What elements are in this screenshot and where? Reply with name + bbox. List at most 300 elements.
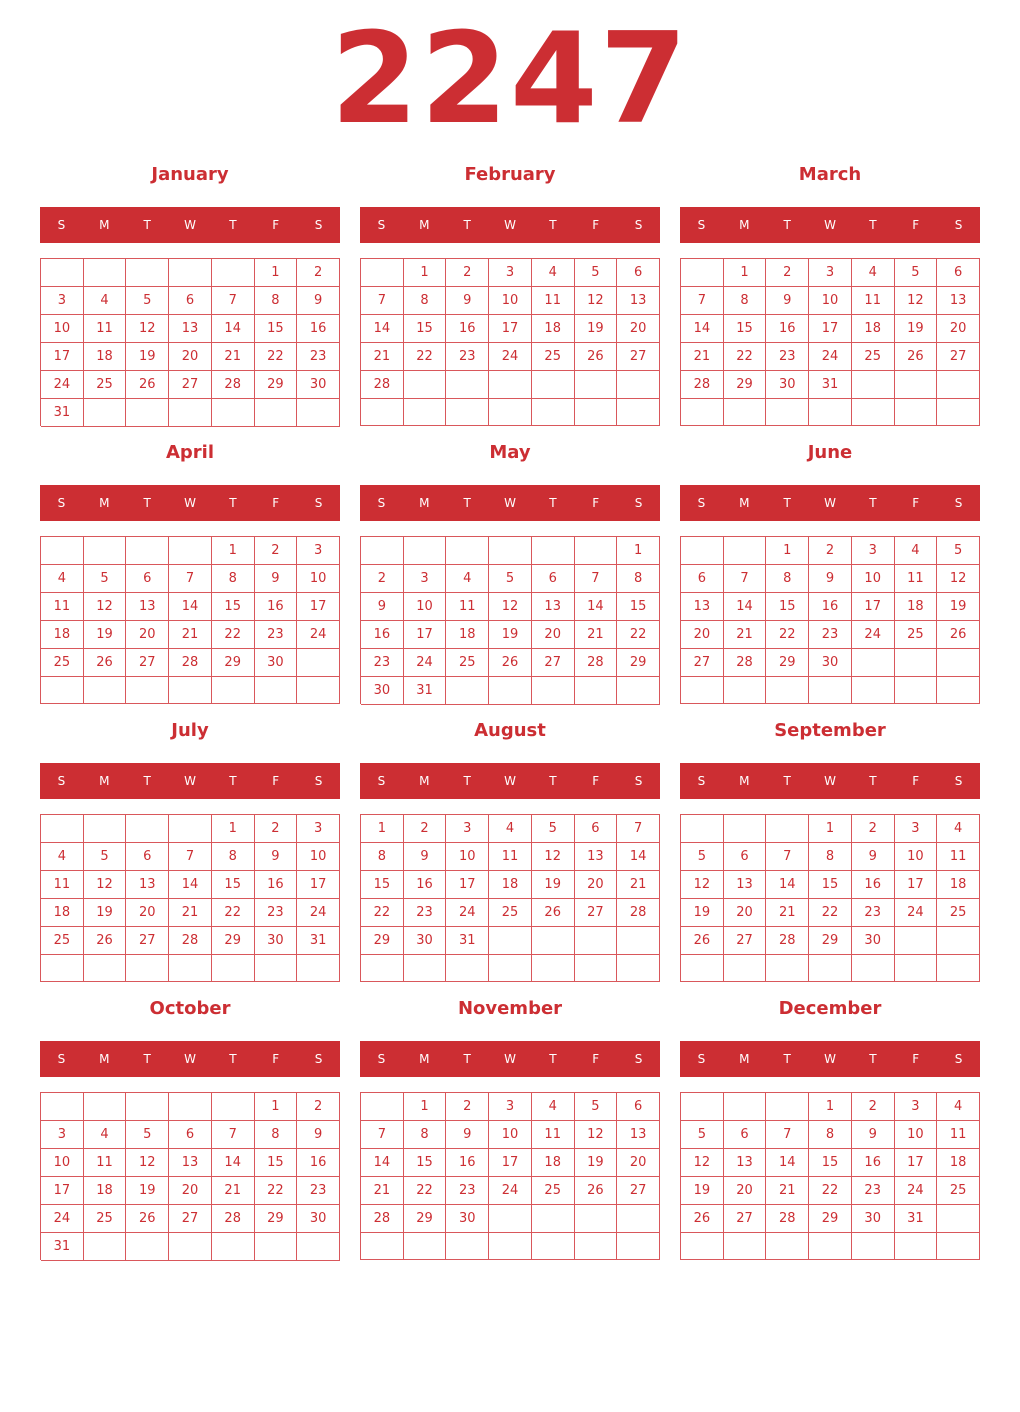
day-cell: 2	[766, 259, 809, 287]
day-cell: 28	[724, 649, 767, 677]
day-cell: 6	[681, 565, 724, 593]
day-cell: 11	[937, 1121, 980, 1149]
month-name: February	[464, 164, 556, 185]
day-cell: 12	[681, 1149, 724, 1177]
day-cell: 27	[532, 649, 575, 677]
weekday-label: S	[377, 774, 386, 788]
day-cell: 21	[169, 899, 212, 927]
day-cell: 27	[937, 343, 980, 371]
day-cell: 17	[297, 593, 340, 621]
day-cell	[297, 955, 340, 982]
day-cell	[724, 1233, 767, 1260]
day-cell: 27	[681, 649, 724, 677]
month-june	[680, 438, 980, 708]
day-cell	[617, 371, 660, 399]
day-cell: 15	[212, 871, 255, 899]
day-cell	[852, 649, 895, 677]
day-cell: 6	[126, 843, 169, 871]
day-cell	[212, 259, 255, 287]
day-cell	[852, 677, 895, 704]
day-cell	[489, 927, 532, 955]
day-cell: 18	[489, 871, 532, 899]
weekday-label: F	[912, 496, 920, 510]
month-name: September	[774, 720, 886, 741]
day-cell: 6	[575, 815, 618, 843]
day-cell: 30	[404, 927, 447, 955]
day-cell	[255, 955, 298, 982]
day-cell: 13	[724, 871, 767, 899]
day-cell: 9	[446, 1121, 489, 1149]
weekday-label: M	[739, 496, 750, 510]
day-cell: 3	[489, 1093, 532, 1121]
day-cell	[169, 955, 212, 982]
day-cell	[766, 399, 809, 426]
day-cell: 11	[532, 287, 575, 315]
day-grid	[360, 1092, 660, 1260]
day-cell	[446, 537, 489, 565]
day-cell	[937, 955, 980, 982]
day-cell: 14	[766, 871, 809, 899]
day-cell: 5	[532, 815, 575, 843]
day-cell	[617, 955, 660, 982]
day-cell	[766, 955, 809, 982]
day-cell: 15	[404, 315, 447, 343]
day-cell: 17	[404, 621, 447, 649]
day-cell	[575, 927, 618, 955]
day-cell: 13	[617, 287, 660, 315]
day-cell	[84, 259, 127, 287]
day-cell	[41, 677, 84, 704]
weekday-header	[680, 207, 980, 243]
weekday-label: F	[592, 1052, 600, 1066]
day-cell: 14	[361, 315, 404, 343]
day-cell: 15	[255, 315, 298, 343]
day-cell	[532, 1205, 575, 1233]
day-cell: 22	[809, 1177, 852, 1205]
day-cell: 1	[404, 259, 447, 287]
weekday-label: M	[419, 496, 430, 510]
weekday-header	[360, 207, 660, 243]
month-name: April	[165, 442, 215, 463]
day-cell: 12	[84, 593, 127, 621]
weekday-label: F	[272, 496, 280, 510]
day-cell: 20	[575, 871, 618, 899]
day-cell: 22	[212, 621, 255, 649]
day-cell	[809, 1233, 852, 1260]
weekday-label: S	[377, 496, 386, 510]
day-cell: 23	[446, 1177, 489, 1205]
day-cell: 9	[809, 565, 852, 593]
day-cell	[895, 1233, 938, 1260]
day-cell: 25	[895, 621, 938, 649]
day-cell: 13	[169, 315, 212, 343]
weekday-label: S	[954, 496, 963, 510]
day-cell	[212, 677, 255, 704]
day-cell	[681, 1233, 724, 1260]
month-april	[40, 438, 340, 708]
day-cell: 22	[212, 899, 255, 927]
day-cell: 3	[297, 815, 340, 843]
day-cell: 11	[446, 593, 489, 621]
day-cell	[575, 399, 618, 426]
day-cell: 29	[212, 649, 255, 677]
day-cell: 30	[852, 927, 895, 955]
weekday-label: T	[463, 774, 471, 788]
weekday-label: T	[229, 774, 237, 788]
day-cell: 14	[575, 593, 618, 621]
weekday-label: T	[143, 774, 151, 788]
day-cell	[532, 399, 575, 426]
day-cell: 12	[84, 871, 127, 899]
day-cell: 1	[212, 815, 255, 843]
day-cell: 20	[617, 315, 660, 343]
day-cell: 22	[361, 899, 404, 927]
day-cell: 10	[809, 287, 852, 315]
day-cell: 11	[895, 565, 938, 593]
day-cell: 8	[724, 287, 767, 315]
day-cell	[489, 677, 532, 705]
day-cell: 6	[169, 1121, 212, 1149]
day-cell	[895, 399, 938, 426]
day-cell: 15	[255, 1149, 298, 1177]
day-cell: 10	[489, 1121, 532, 1149]
day-cell: 29	[404, 1205, 447, 1233]
day-cell: 13	[724, 1149, 767, 1177]
day-cell	[937, 371, 980, 399]
day-cell: 25	[852, 343, 895, 371]
day-cell: 25	[937, 1177, 980, 1205]
day-cell: 2	[255, 815, 298, 843]
day-cell: 15	[766, 593, 809, 621]
day-cell: 23	[255, 899, 298, 927]
day-cell	[937, 927, 980, 955]
weekday-label: F	[912, 1052, 920, 1066]
day-cell: 12	[532, 843, 575, 871]
day-cell	[297, 649, 340, 677]
day-cell	[169, 815, 212, 843]
day-cell: 19	[126, 1177, 169, 1205]
day-cell: 2	[852, 815, 895, 843]
day-cell	[84, 677, 127, 704]
day-cell: 17	[489, 315, 532, 343]
weekday-label: T	[229, 218, 237, 232]
day-grid	[40, 536, 340, 704]
day-cell: 24	[446, 899, 489, 927]
day-cell: 16	[297, 1149, 340, 1177]
day-cell: 27	[724, 1205, 767, 1233]
day-cell: 26	[126, 1205, 169, 1233]
day-cell: 18	[532, 1149, 575, 1177]
weekday-label: T	[549, 774, 557, 788]
day-cell: 23	[852, 1177, 895, 1205]
day-cell	[361, 955, 404, 982]
weekday-label: T	[783, 218, 791, 232]
day-cell: 12	[895, 287, 938, 315]
day-cell: 13	[617, 1121, 660, 1149]
day-cell: 24	[41, 371, 84, 399]
weekday-label: M	[99, 496, 110, 510]
day-cell: 20	[532, 621, 575, 649]
day-cell	[126, 537, 169, 565]
day-cell	[617, 399, 660, 426]
day-cell	[212, 955, 255, 982]
day-cell: 1	[724, 259, 767, 287]
day-cell: 29	[212, 927, 255, 955]
day-cell: 11	[84, 315, 127, 343]
day-cell: 17	[489, 1149, 532, 1177]
day-grid	[680, 258, 980, 426]
day-cell	[937, 399, 980, 426]
day-cell: 10	[404, 593, 447, 621]
day-cell: 2	[297, 259, 340, 287]
day-cell: 14	[169, 593, 212, 621]
day-cell: 28	[361, 371, 404, 399]
weekday-label: F	[592, 496, 600, 510]
day-cell: 16	[446, 1149, 489, 1177]
day-cell: 23	[361, 649, 404, 677]
day-cell: 30	[255, 649, 298, 677]
day-cell: 4	[489, 815, 532, 843]
day-cell	[532, 677, 575, 705]
weekday-label: M	[739, 218, 750, 232]
day-cell	[41, 537, 84, 565]
day-cell: 5	[84, 843, 127, 871]
weekday-label: S	[634, 1052, 643, 1066]
day-cell: 13	[681, 593, 724, 621]
day-cell: 2	[809, 537, 852, 565]
weekday-header	[40, 1041, 340, 1077]
day-cell: 14	[724, 593, 767, 621]
day-cell	[361, 537, 404, 565]
day-cell: 23	[297, 1177, 340, 1205]
day-cell	[852, 1233, 895, 1260]
weekday-label: F	[272, 1052, 280, 1066]
weekday-header	[680, 763, 980, 799]
day-cell: 15	[617, 593, 660, 621]
day-cell: 22	[617, 621, 660, 649]
day-cell: 18	[84, 1177, 127, 1205]
day-cell: 12	[126, 315, 169, 343]
day-cell	[575, 677, 618, 705]
day-cell: 4	[937, 1093, 980, 1121]
day-cell: 16	[852, 1149, 895, 1177]
day-cell: 31	[297, 927, 340, 955]
day-grid	[360, 258, 660, 426]
day-cell: 26	[895, 343, 938, 371]
weekday-label: T	[549, 1052, 557, 1066]
day-cell: 26	[681, 927, 724, 955]
day-cell: 19	[489, 621, 532, 649]
day-cell: 20	[126, 621, 169, 649]
day-cell: 18	[937, 871, 980, 899]
day-cell: 7	[617, 815, 660, 843]
day-cell: 19	[937, 593, 980, 621]
day-cell	[169, 537, 212, 565]
day-cell	[532, 537, 575, 565]
month-name: May	[489, 442, 531, 463]
weekday-header	[40, 485, 340, 521]
day-cell: 10	[297, 565, 340, 593]
day-cell: 28	[617, 899, 660, 927]
day-cell: 26	[84, 649, 127, 677]
day-cell	[532, 955, 575, 982]
day-cell: 7	[169, 565, 212, 593]
day-cell: 9	[255, 843, 298, 871]
day-cell: 10	[489, 287, 532, 315]
weekday-label: S	[57, 496, 66, 510]
day-cell: 27	[126, 649, 169, 677]
day-cell: 22	[255, 1177, 298, 1205]
weekday-label: T	[869, 774, 877, 788]
weekday-label: F	[912, 774, 920, 788]
day-cell	[895, 371, 938, 399]
day-cell: 15	[404, 1149, 447, 1177]
day-grid	[360, 814, 660, 982]
day-cell: 10	[895, 843, 938, 871]
day-cell: 22	[724, 343, 767, 371]
weekday-label: S	[954, 1052, 963, 1066]
day-grid	[40, 258, 340, 426]
weekday-label: F	[272, 218, 280, 232]
day-cell	[681, 537, 724, 565]
day-cell	[895, 677, 938, 704]
day-cell: 2	[852, 1093, 895, 1121]
day-cell: 20	[724, 899, 767, 927]
day-cell	[255, 677, 298, 704]
day-cell	[169, 399, 212, 427]
day-cell: 23	[297, 343, 340, 371]
day-cell	[575, 537, 618, 565]
day-cell: 5	[489, 565, 532, 593]
day-cell: 4	[84, 287, 127, 315]
day-cell: 5	[126, 287, 169, 315]
day-cell: 21	[169, 621, 212, 649]
day-cell: 22	[404, 1177, 447, 1205]
day-cell: 27	[169, 1205, 212, 1233]
day-cell	[212, 1233, 255, 1261]
weekday-label: W	[184, 774, 196, 788]
day-cell: 7	[361, 287, 404, 315]
day-cell: 14	[681, 315, 724, 343]
day-cell: 21	[575, 621, 618, 649]
day-cell: 21	[212, 1177, 255, 1205]
day-cell: 8	[617, 565, 660, 593]
day-cell: 4	[852, 259, 895, 287]
day-cell: 14	[169, 871, 212, 899]
day-cell: 24	[297, 899, 340, 927]
day-cell	[532, 371, 575, 399]
day-cell: 17	[895, 871, 938, 899]
weekday-label: S	[697, 1052, 706, 1066]
weekday-label: T	[783, 496, 791, 510]
weekday-label: M	[99, 1052, 110, 1066]
day-cell: 14	[212, 1149, 255, 1177]
day-cell: 18	[532, 315, 575, 343]
day-cell	[809, 399, 852, 426]
day-cell: 28	[212, 1205, 255, 1233]
day-cell	[404, 399, 447, 426]
day-cell	[446, 677, 489, 705]
day-cell: 3	[489, 259, 532, 287]
month-january	[40, 160, 340, 430]
day-cell: 12	[489, 593, 532, 621]
weekday-label: S	[697, 218, 706, 232]
day-cell: 22	[404, 343, 447, 371]
day-cell: 28	[212, 371, 255, 399]
day-cell: 27	[617, 1177, 660, 1205]
weekday-label: T	[143, 218, 151, 232]
day-cell: 24	[297, 621, 340, 649]
weekday-label: M	[419, 1052, 430, 1066]
day-cell: 11	[41, 593, 84, 621]
weekday-label: M	[99, 774, 110, 788]
day-cell: 8	[766, 565, 809, 593]
day-cell: 13	[937, 287, 980, 315]
day-cell	[297, 399, 340, 427]
day-cell: 6	[532, 565, 575, 593]
day-cell: 16	[446, 315, 489, 343]
weekday-label: T	[783, 774, 791, 788]
day-cell	[766, 1233, 809, 1260]
day-cell	[532, 927, 575, 955]
day-cell: 24	[895, 1177, 938, 1205]
day-cell: 25	[532, 343, 575, 371]
month-name: October	[149, 998, 231, 1019]
day-cell: 9	[297, 1121, 340, 1149]
day-cell	[84, 399, 127, 427]
day-cell	[895, 927, 938, 955]
day-cell: 3	[895, 1093, 938, 1121]
day-cell: 16	[404, 871, 447, 899]
day-cell: 25	[84, 371, 127, 399]
weekday-label: T	[229, 1052, 237, 1066]
day-cell: 31	[41, 399, 84, 427]
weekday-label: M	[419, 218, 430, 232]
day-cell	[404, 955, 447, 982]
day-cell: 4	[532, 259, 575, 287]
weekday-label: T	[143, 496, 151, 510]
day-cell: 8	[404, 1121, 447, 1149]
day-cell: 30	[446, 1205, 489, 1233]
day-cell: 21	[681, 343, 724, 371]
day-cell: 19	[84, 899, 127, 927]
day-cell: 28	[169, 927, 212, 955]
day-cell: 22	[809, 899, 852, 927]
day-cell: 1	[809, 815, 852, 843]
day-cell: 25	[84, 1205, 127, 1233]
day-cell: 17	[41, 1177, 84, 1205]
day-cell: 6	[937, 259, 980, 287]
day-cell: 18	[41, 899, 84, 927]
weekday-header	[680, 485, 980, 521]
day-cell: 26	[126, 371, 169, 399]
day-cell	[937, 1233, 980, 1260]
day-cell	[724, 537, 767, 565]
day-cell: 19	[575, 1149, 618, 1177]
weekday-label: T	[549, 496, 557, 510]
day-cell	[532, 1233, 575, 1260]
weekday-label: M	[739, 1052, 750, 1066]
day-cell	[361, 1233, 404, 1260]
day-cell: 8	[809, 843, 852, 871]
day-cell: 18	[446, 621, 489, 649]
day-cell: 17	[809, 315, 852, 343]
day-cell: 11	[489, 843, 532, 871]
day-cell	[126, 259, 169, 287]
day-cell: 25	[41, 649, 84, 677]
day-cell: 8	[809, 1121, 852, 1149]
day-cell	[41, 815, 84, 843]
